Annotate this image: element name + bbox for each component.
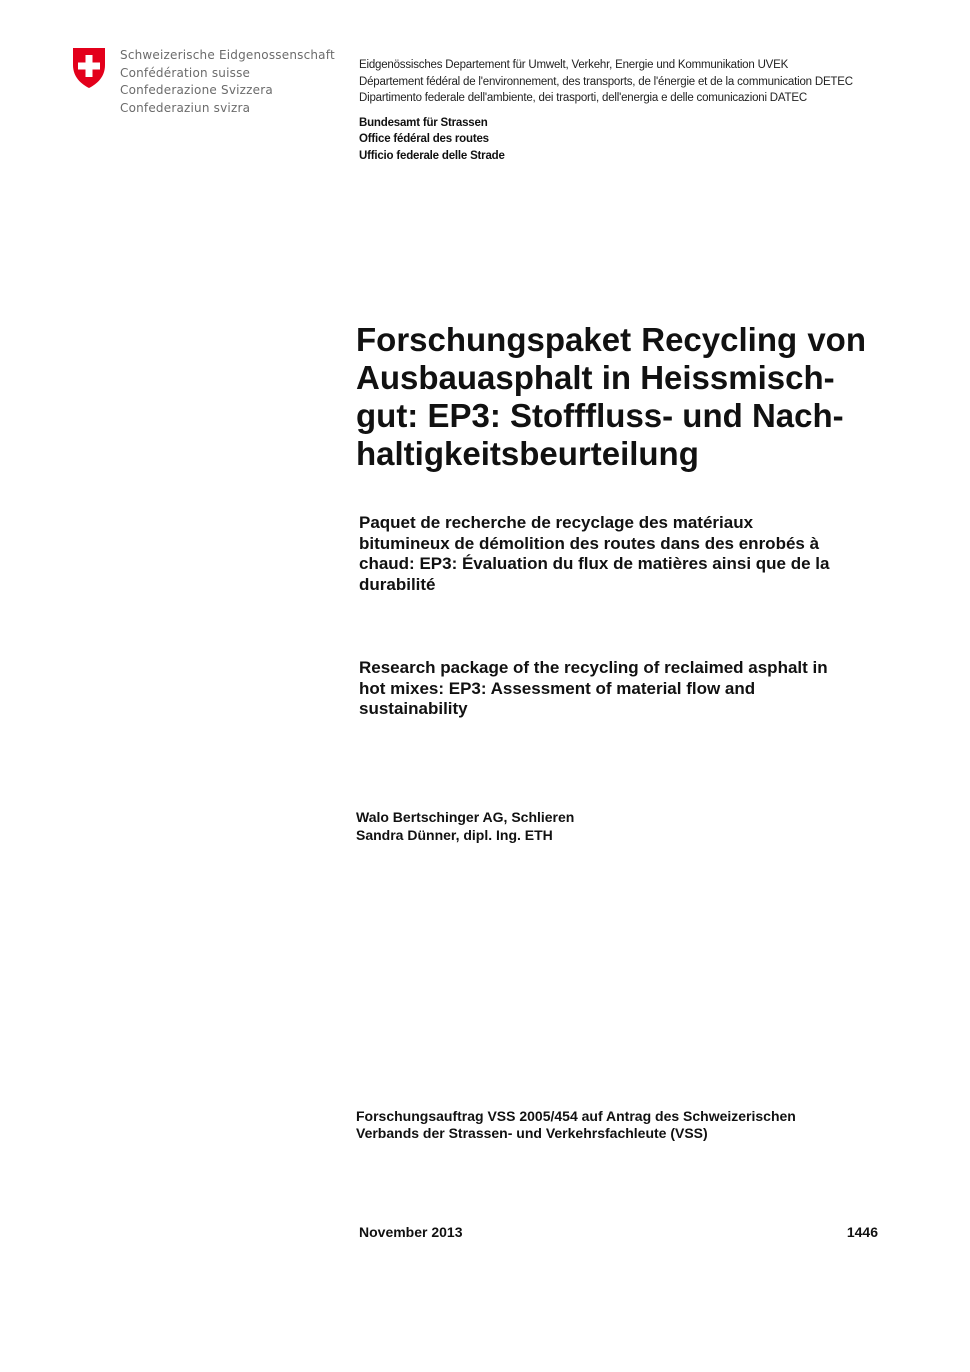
title-word: von bbox=[807, 321, 866, 358]
subtitle-fr-line: chaud: EP3: Évaluation du flux de matières ainsi que de la bbox=[359, 554, 830, 573]
office-line-de: Bundesamt für Strassen bbox=[359, 117, 488, 129]
confederation-name-rm: Confederaziun svizra bbox=[120, 100, 251, 115]
title-word: Forschungspaket bbox=[356, 321, 632, 358]
confederation-names bbox=[120, 47, 335, 117]
confederation-name-fr: Confédération suisse bbox=[120, 65, 251, 80]
confederation-name-it: Confederazione Svizzera bbox=[120, 83, 273, 97]
authors bbox=[356, 809, 574, 844]
title-line-4: haltigkeitsbeurteilung bbox=[356, 435, 699, 472]
swiss-crest-icon bbox=[71, 47, 107, 89]
office-header bbox=[359, 115, 505, 164]
confederation-name-de: Schweizerische Eidgenossenschaft bbox=[120, 48, 335, 62]
author-organization: Walo Bertschinger AG, Schlieren bbox=[356, 809, 575, 825]
subtitle-en-line: hot mixes: EP3: Assessment of material flow and bbox=[359, 678, 756, 698]
publication-date: November 2013 bbox=[359, 1224, 463, 1240]
office-line-it: Ufficio federale delle Strade bbox=[359, 149, 505, 162]
department-line-fr: Département fédéral de l'environnement, des transports, de l'énergie et de la communication DETEC bbox=[359, 75, 853, 88]
department-line-it: Dipartimento federale dell'ambiente, dei trasporti, dell'energia e delle comunicazioni DATEC bbox=[359, 92, 807, 104]
subtitle-english bbox=[359, 658, 869, 720]
department-line-de: Eidgenössisches Departement für Umwelt, Verkehr, Energie und Kommunikation UVEK bbox=[359, 59, 789, 71]
research-mandate bbox=[356, 1108, 796, 1141]
title-word: Recycling bbox=[641, 321, 798, 358]
title-line-1 bbox=[356, 321, 866, 359]
document-title bbox=[356, 321, 876, 473]
subtitle-french bbox=[359, 513, 869, 595]
mandate-line: Forschungsauftrag VSS 2005/454 auf Antrag des Schweizerischen bbox=[356, 1108, 796, 1124]
subtitle-en-line: sustainability bbox=[359, 699, 468, 718]
title-line-2: Ausbauasphalt in Heissmisch- bbox=[356, 359, 835, 396]
department-header bbox=[359, 57, 853, 107]
author-person: Sandra Dünner, dipl. Ing. ETH bbox=[356, 826, 553, 843]
subtitle-en-line: Research package of the recycling of reclaimed asphalt in bbox=[359, 658, 828, 677]
subtitle-fr-line: durabilité bbox=[359, 574, 436, 594]
report-number: 1446 bbox=[846, 1224, 878, 1240]
title-line-3: gut: EP3: Stofffluss- und Nach- bbox=[356, 397, 844, 434]
subtitle-fr-line: bitumineux de démolition des routes dans des enrobés à bbox=[359, 533, 820, 553]
office-line-fr: Office fédéral des routes bbox=[359, 133, 489, 146]
mandate-line: Verbands der Strassen- und Verkehrsfachleute (VSS) bbox=[356, 1124, 708, 1141]
subtitle-fr-line: Paquet de recherche de recyclage des matériaux bbox=[359, 513, 754, 532]
